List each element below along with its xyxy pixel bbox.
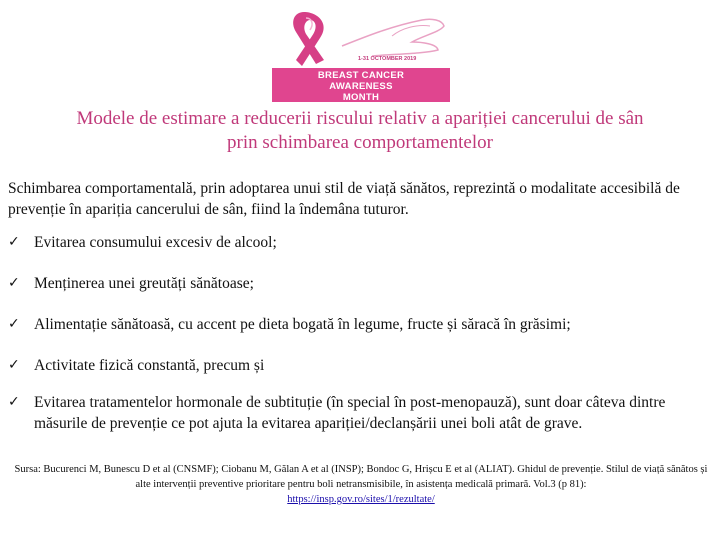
logo-date: 1-31 OCTOMBER 2019 bbox=[358, 56, 417, 62]
list-item-text: Activitate fizică constantă, precum și bbox=[34, 357, 265, 374]
title-line-2: prin schimbarea comportamentelor bbox=[227, 132, 493, 153]
list-item-text: Alimentație sănătoasă, cu accent pe dieta bogată în legume, fructe și săracă în grăsimi; bbox=[34, 316, 571, 333]
list-item bbox=[8, 392, 714, 434]
source-text: Sursa: Bucurenci M, Bunescu D et al (CNSMF); Ciobanu M, Gălan A et al (INSP); Bondoc G, Hrișcu E et al (ALIAT). Ghidul de prevenție. Stilul de viață sănătos și alte intervenții preventive prioritare pentru boli netransmisibile, în asistența medicală primară. Vol.3 (p 81): bbox=[14, 464, 708, 490]
source-citation bbox=[6, 462, 716, 507]
list-item bbox=[8, 273, 714, 294]
logo-banner bbox=[272, 68, 450, 102]
breast-cancer-awareness-logo bbox=[272, 6, 450, 103]
logo-line-1: BREAST CANCER bbox=[317, 70, 405, 81]
list-item bbox=[8, 355, 714, 376]
list-item bbox=[8, 232, 714, 253]
source-link[interactable]: https://insp.gov.ro/sites/1/rezultate/ bbox=[287, 494, 435, 505]
check-icon: ✓ bbox=[8, 234, 20, 250]
list-item-text: Menținerea unei greutăți sănătoase; bbox=[34, 275, 254, 292]
title-line-1: Modele de estimare a reducerii riscului relativ a apariției cancerului de sân bbox=[76, 108, 644, 129]
intro-paragraph: Schimbarea comportamentală, prin adoptarea unui stil de viață sănătos, reprezintă o modalitate accesibilă de prevenție în apariția cancerului de sân, fiind la îndemâna tuturor. bbox=[8, 180, 680, 218]
check-icon: ✓ bbox=[8, 394, 20, 410]
logo-line-2: AWARENESS bbox=[329, 81, 393, 92]
list-item-text: Evitarea consumului excesiv de alcool; bbox=[34, 234, 277, 251]
logo-line-3: MONTH bbox=[342, 92, 380, 103]
prevention-list bbox=[8, 232, 714, 434]
page-title bbox=[0, 107, 720, 155]
check-icon: ✓ bbox=[8, 357, 20, 373]
list-item-text: Evitarea tratamentelor hormonale de subtituție (în special în post-menopauză), sunt doar câteva dintre măsurile de prevenție ce pot ajuta la evitarea apariției/declanșării unei boli atât de grave. bbox=[34, 394, 666, 432]
list-item bbox=[8, 314, 714, 335]
check-icon: ✓ bbox=[8, 316, 20, 332]
check-icon: ✓ bbox=[8, 275, 20, 291]
